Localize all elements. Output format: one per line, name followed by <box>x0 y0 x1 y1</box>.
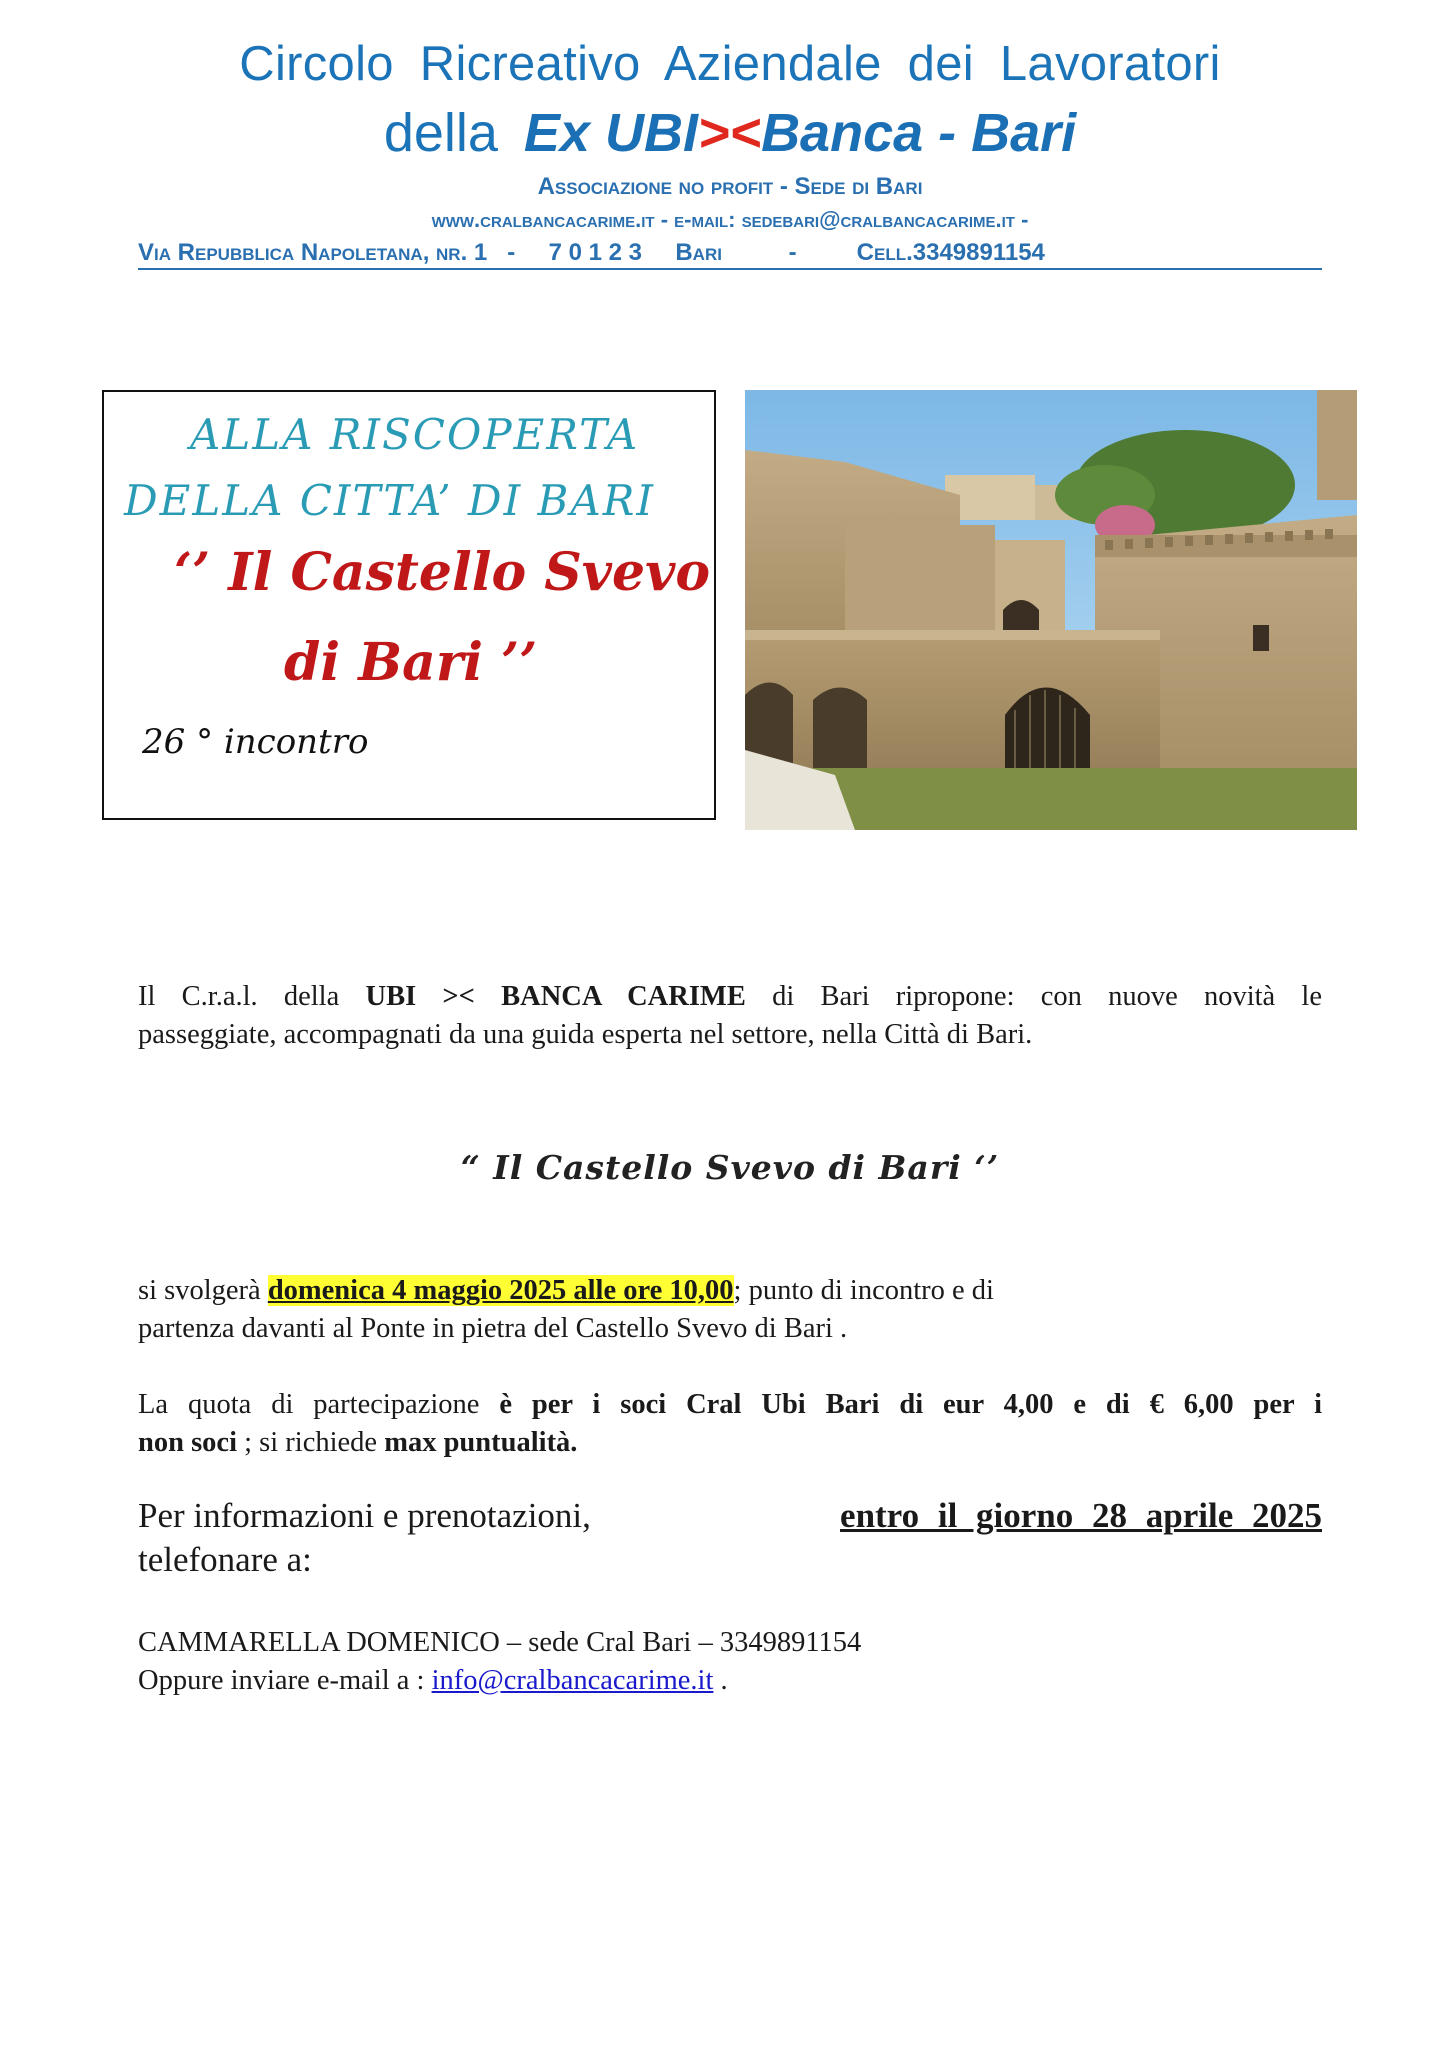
title-box-line4: di Bari ’’ <box>284 632 538 693</box>
title-box-line2: DELLA CITTA’ DI BARI <box>124 476 655 525</box>
contacts-line: www.cralbancacarime.it - e-mail: sedebari@cralbancacarime.it - <box>431 207 1029 232</box>
info-line1 <box>138 1494 1322 1538</box>
booking-deadline: entro il giorno 28 aprile 2025 <box>840 1496 1322 1535</box>
intro-text-1: Il C.r.a.l. della <box>138 981 366 1012</box>
intro-text-2: di Bari ripropone: con nuove novità le <box>745 981 1322 1012</box>
org-bank-name <box>524 103 1076 163</box>
photo-arch-middle <box>813 688 867 771</box>
intro-line1 <box>138 978 1322 1016</box>
photo-window <box>1253 625 1269 651</box>
intro-bank-name: UBI >< BANCA CARIME <box>365 981 746 1012</box>
photo-upper-block <box>845 525 995 645</box>
photo-bridge <box>745 635 1160 770</box>
org-logo-sym1: > <box>697 103 730 163</box>
meeting-point: partenza davanti al Ponte in pietra del Castello Svevo di Bari . <box>138 1313 848 1344</box>
fee-members: è per i soci Cral Ubi Bari di eur 4,00 e di € 6,00 per i <box>499 1389 1322 1420</box>
photo-right-tower <box>1317 390 1357 500</box>
title-box-line3: ‘’ Il Castello Svevo <box>174 542 710 603</box>
fee-punctuality: max puntualità. <box>384 1427 578 1458</box>
intro-line2: passeggiate, accompagnati da una guida esperta nel settore, nella Città di Bari. <box>138 1019 1033 1050</box>
castle-photo <box>745 390 1357 830</box>
org-title-prefix: della <box>383 103 498 163</box>
email-prefix: Oppure inviare e-mail a : <box>138 1665 432 1696</box>
fee-non-members: non soci <box>138 1427 237 1458</box>
info-paragraph <box>138 1494 1322 1582</box>
event-date-highlight: domenica 4 maggio 2025 alle ore 10,00 <box>267 1275 734 1306</box>
when-paragraph <box>138 1272 1322 1348</box>
info-text: Per informazioni e prenotazioni, <box>138 1496 591 1535</box>
fee-line1 <box>138 1386 1322 1424</box>
fee-text-2: ; si richiede <box>237 1427 385 1458</box>
contact-person: CAMMARELLA DOMENICO – sede Cral Bari – 3349891154 <box>138 1627 862 1658</box>
org-title-line1: Circolo Ricreativo Aziendale dei Lavoratori <box>239 37 1221 91</box>
address-line: Via Repubblica Napoletana, nr. 1 - 7 0 1 2 3 Bari - Cell.3349891154 <box>138 238 1322 270</box>
association-line: Associazione no profit - Sede di Bari <box>537 173 923 200</box>
event-title-box <box>102 390 716 820</box>
intro-paragraph <box>138 978 1322 1054</box>
info-phone-label: telefonare a: <box>138 1540 312 1579</box>
title-box-line1: ALLA RISCOPERTA <box>190 410 640 459</box>
when-text-2: ; punto di incontro e di <box>733 1275 994 1306</box>
org-logo-sym2: < <box>729 103 762 163</box>
fee-paragraph <box>138 1386 1322 1462</box>
photo-bridge-top <box>745 630 1160 640</box>
event-title: “ Il Castello Svevo di Bari ‘’ <box>460 1148 1000 1187</box>
contact-paragraph <box>138 1624 1322 1700</box>
when-text-1: si svolgerà <box>138 1275 268 1306</box>
meeting-number: 26 ° incontro <box>142 722 369 762</box>
org-ex-ubi: Ex UBI <box>523 103 698 163</box>
fee-text-1: La quota di partecipazione <box>138 1389 500 1420</box>
email-link[interactable]: info@cralbancacarime.it <box>431 1665 714 1696</box>
email-suffix: . <box>713 1665 728 1696</box>
org-bank-bari: Banca - Bari <box>761 103 1077 163</box>
org-title-line2 <box>140 100 1320 166</box>
